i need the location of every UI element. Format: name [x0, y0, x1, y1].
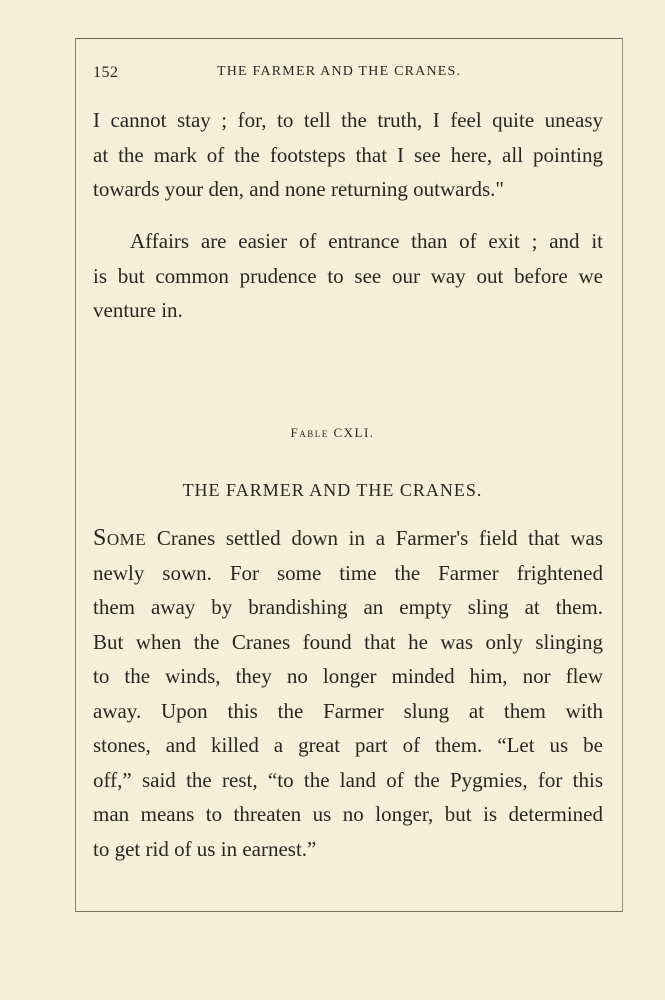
- running-title: THE FARMER AND THE CRANES.: [217, 64, 462, 79]
- fable-title: THE FARMER AND THE CRANES.: [182, 480, 483, 500]
- fable-number: [0, 425, 665, 441]
- text-line: away. Upon this the Farmer slung at them with: [93, 698, 603, 723]
- text-line: off,” said the rest, “to the land of the Pygmies, for this: [93, 767, 603, 792]
- text-line: man means to threaten us no longer, but is determined: [93, 802, 603, 826]
- text-line: to get rid of us in earnest.”: [93, 836, 317, 861]
- text-line: newly sown. For some time the Farmer frightened: [93, 560, 603, 585]
- page-number: 152: [93, 64, 119, 81]
- text-line: Affairs are easier of entrance than of exit ; and it: [130, 229, 603, 253]
- fable-number-text: Fable CXLI.: [290, 425, 375, 440]
- moral-paragraph: [93, 224, 603, 328]
- text-line: stones, and killed a great part of them. “Let us be: [93, 733, 603, 757]
- text-line: towards your den, and none returning outwards.": [93, 177, 504, 201]
- text-line: I cannot stay ; for, to tell the truth, I feel quite uneasy: [93, 108, 603, 132]
- opening-word: Some: [93, 525, 147, 551]
- fable-body: [93, 521, 603, 866]
- text-line: venture in.: [93, 298, 183, 322]
- text-line: to the winds, they no longer minded him, nor flew: [93, 664, 603, 688]
- running-head: [93, 64, 603, 86]
- text-line: is but common prudence to see our way out before we: [93, 263, 603, 288]
- text-line: at the mark of the footsteps that I see here, all pointing: [93, 142, 603, 167]
- first-line-rest: Cranes settled down in a Farmer's field that was: [146, 526, 603, 550]
- text-line-first: [93, 521, 603, 556]
- text-line: But when the Cranes found that he was only slinging: [93, 629, 603, 654]
- paragraph-continued: [93, 103, 603, 207]
- text-line: them away by brandishing an empty sling at them.: [93, 595, 603, 619]
